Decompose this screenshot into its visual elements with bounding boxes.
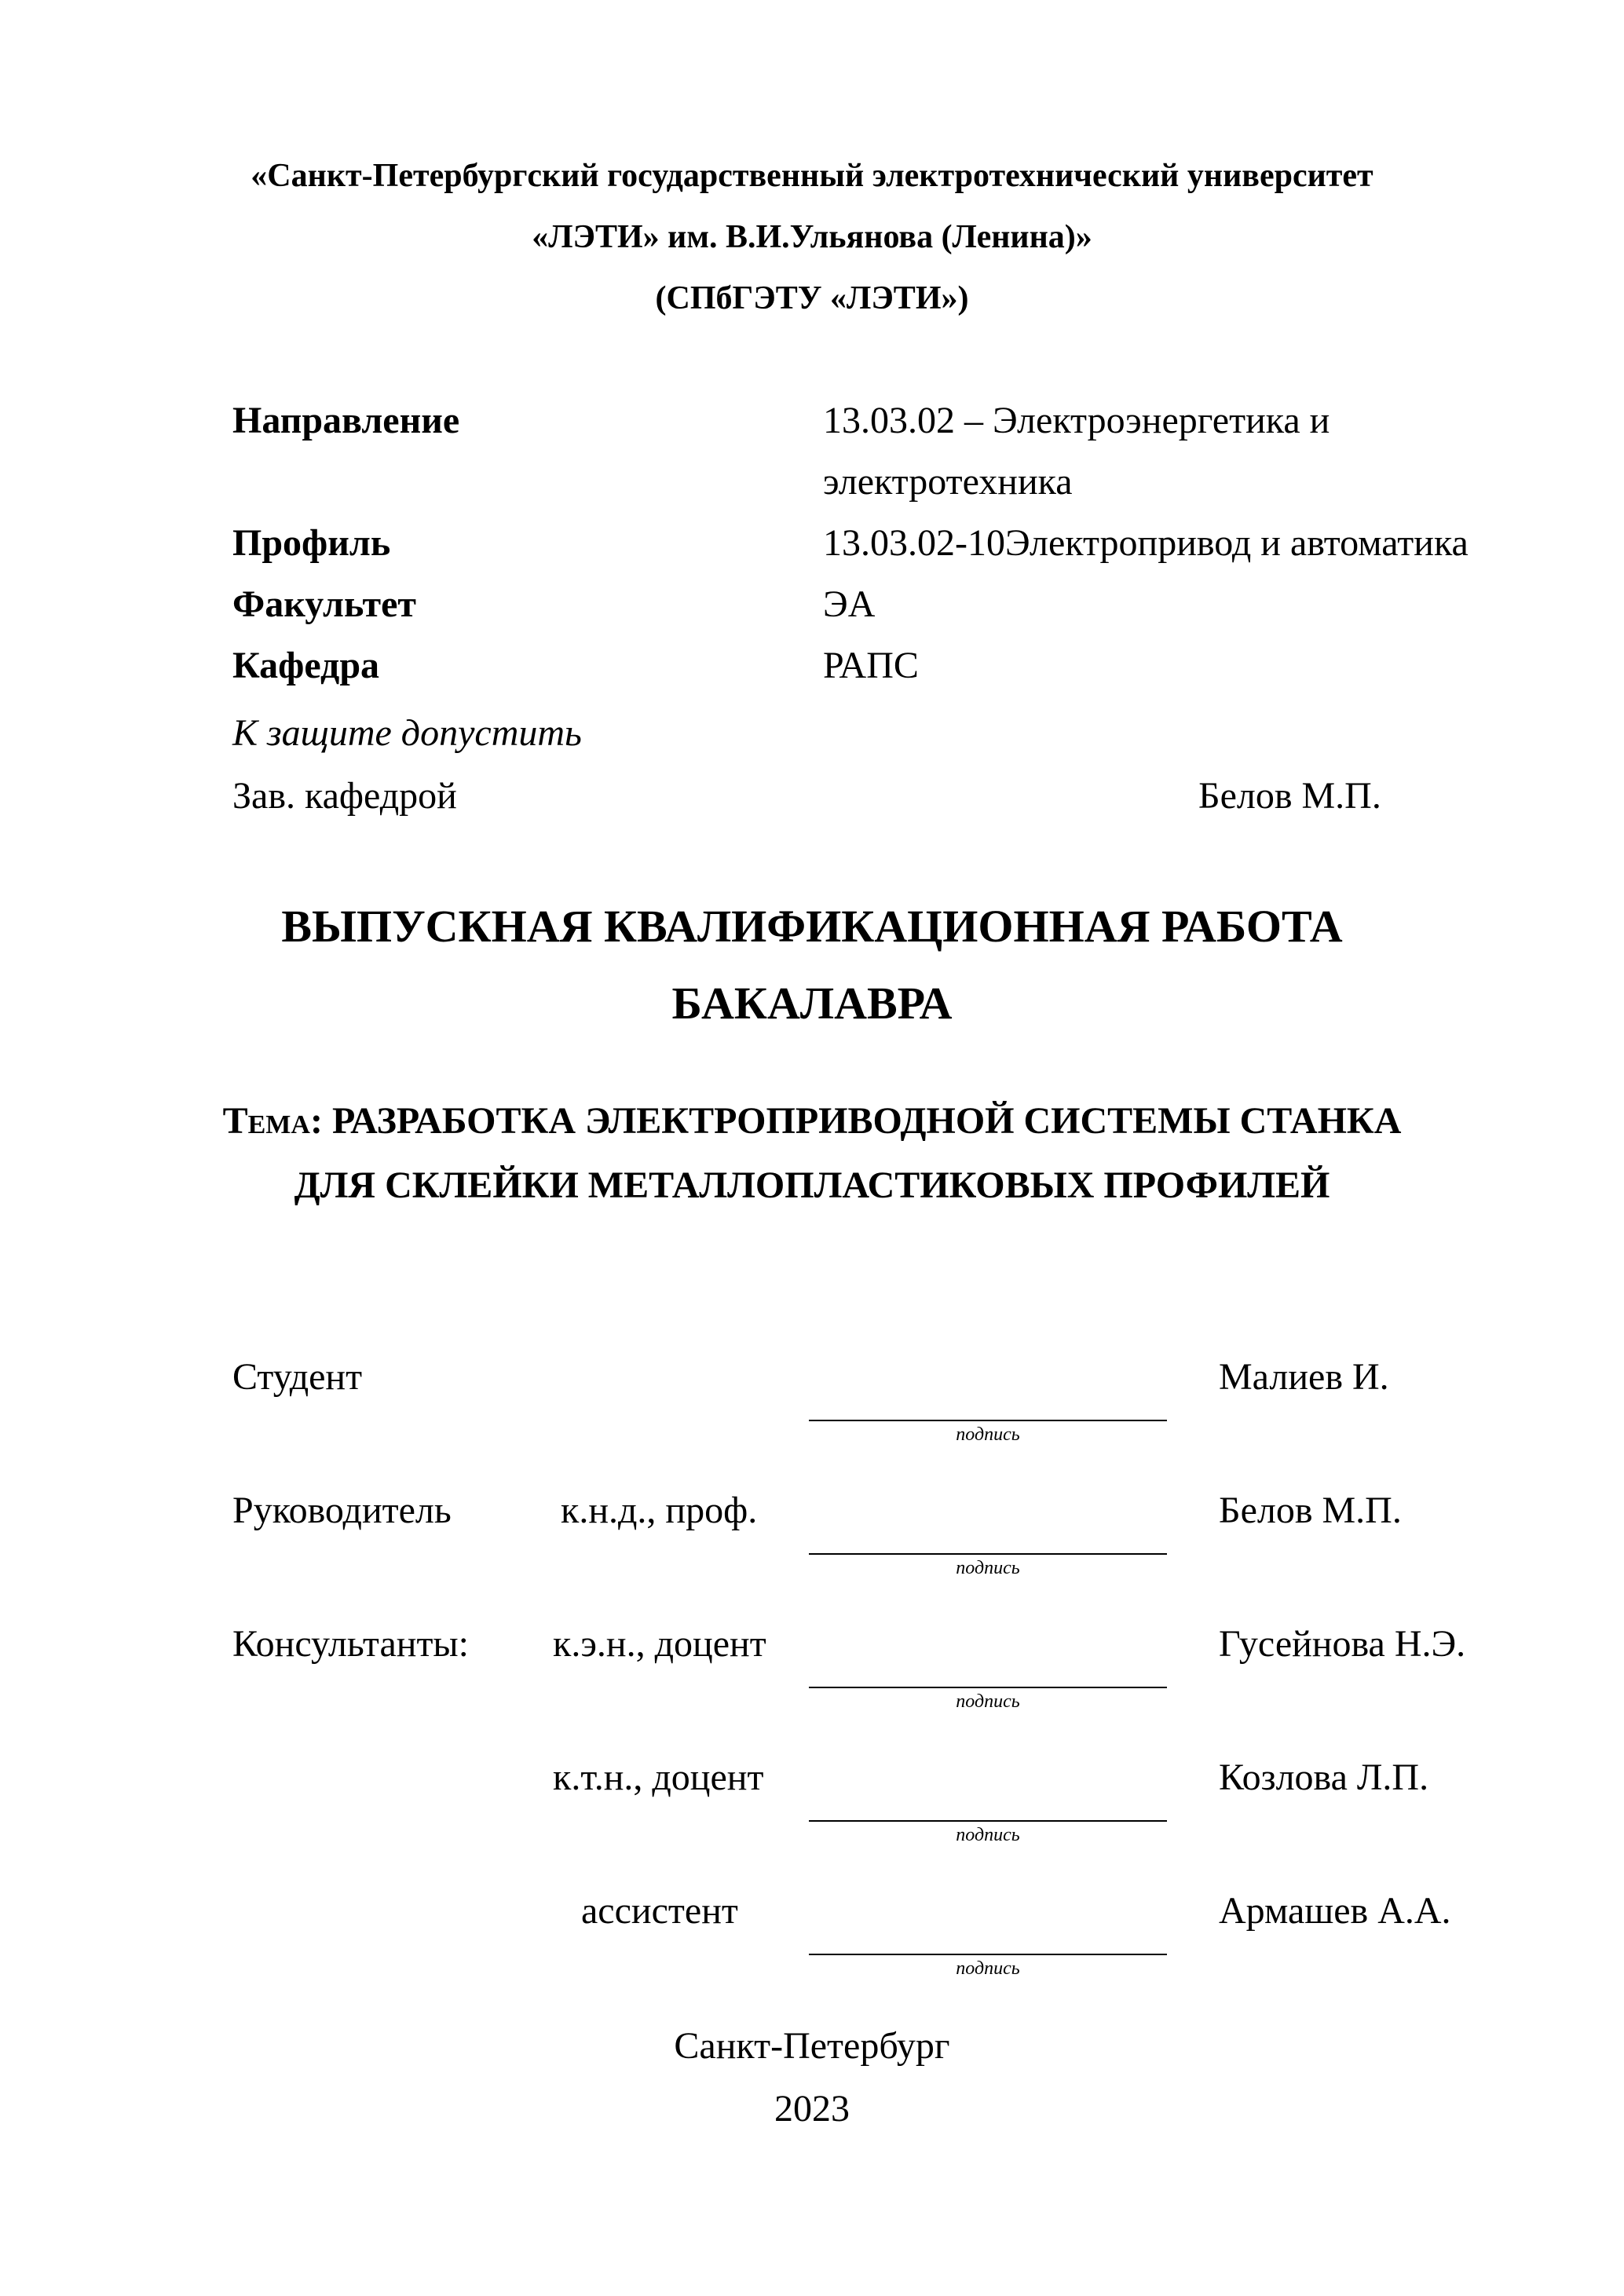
department-label: Кафедра bbox=[232, 645, 380, 686]
signature-caption: подпись bbox=[956, 1958, 1020, 1979]
signature-caption: подпись bbox=[956, 1825, 1020, 1845]
direction-value-cont: электротехника bbox=[823, 461, 1073, 503]
department-value: РАПС bbox=[823, 645, 919, 686]
student-name: Малиев И. bbox=[1219, 1356, 1389, 1398]
signature-line bbox=[809, 1553, 1167, 1555]
supervisor-degree: к.н.д., проф. bbox=[561, 1490, 758, 1531]
admission-note: К защите допустить bbox=[232, 712, 582, 754]
consultant1-degree: к.э.н., доцент bbox=[553, 1623, 766, 1665]
signature-caption: подпись bbox=[956, 1558, 1020, 1578]
consultant3-degree: ассистент bbox=[581, 1890, 738, 1932]
faculty-value: ЭА bbox=[823, 583, 876, 625]
topic-prefix: Тема: bbox=[222, 1100, 323, 1142]
topic-line2: ДЛЯ СКЛЕЙКИ МЕТАЛЛОПЛАСТИКОВЫХ ПРОФИЛЕЙ bbox=[294, 1164, 1330, 1206]
profile-label: Профиль bbox=[232, 522, 391, 564]
signature-line bbox=[809, 1420, 1167, 1421]
profile-value: 13.03.02-10Электропривод и автоматика bbox=[823, 522, 1469, 564]
topic-text-line1: РАЗРАБОТКА ЭЛЕКТРОПРИВОДНОЙ СИСТЕМЫ СТАНКА bbox=[331, 1100, 1402, 1142]
signature-caption: подпись bbox=[956, 1691, 1020, 1712]
signature-line bbox=[809, 1820, 1167, 1822]
document-title-line2: БАКАЛАВРА bbox=[671, 978, 953, 1029]
university-name-line1: «Санкт-Петербургский государственный электротехнический университет bbox=[251, 158, 1373, 194]
direction-label: Направление bbox=[232, 400, 460, 441]
consultant2-name: Козлова Л.П. bbox=[1219, 1757, 1429, 1798]
direction-value: 13.03.02 – Электроэнергетика и bbox=[823, 400, 1330, 441]
signature-caption: подпись bbox=[956, 1424, 1020, 1445]
supervisor-name: Белов М.П. bbox=[1219, 1490, 1402, 1531]
document-title-line1: ВЫПУСКНАЯ КВАЛИФИКАЦИОННАЯ РАБОТА bbox=[281, 901, 1343, 952]
city: Санкт-Петербург bbox=[674, 2025, 950, 2067]
faculty-label: Факультет bbox=[232, 583, 416, 625]
consultant2-degree: к.т.н., доцент bbox=[553, 1757, 764, 1798]
student-role: Студент bbox=[232, 1356, 363, 1398]
signature-line bbox=[809, 1954, 1167, 1955]
university-abbreviation: (СПбГЭТУ «ЛЭТИ») bbox=[655, 280, 969, 316]
head-of-department-label: Зав. кафедрой bbox=[232, 775, 457, 817]
consultants-role: Консультанты: bbox=[232, 1623, 470, 1665]
consultant3-name: Армашев А.А. bbox=[1219, 1890, 1451, 1932]
signature-line bbox=[809, 1687, 1167, 1688]
university-name-line2: «ЛЭТИ» им. В.И.Ульянова (Ленина)» bbox=[532, 219, 1092, 255]
head-of-department-name: Белов М.П. bbox=[1198, 775, 1381, 817]
consultant1-name: Гусейнова Н.Э. bbox=[1219, 1623, 1466, 1665]
year: 2023 bbox=[774, 2088, 850, 2130]
topic-line1 bbox=[0, 1099, 1624, 1143]
supervisor-role: Руководитель bbox=[232, 1490, 452, 1531]
